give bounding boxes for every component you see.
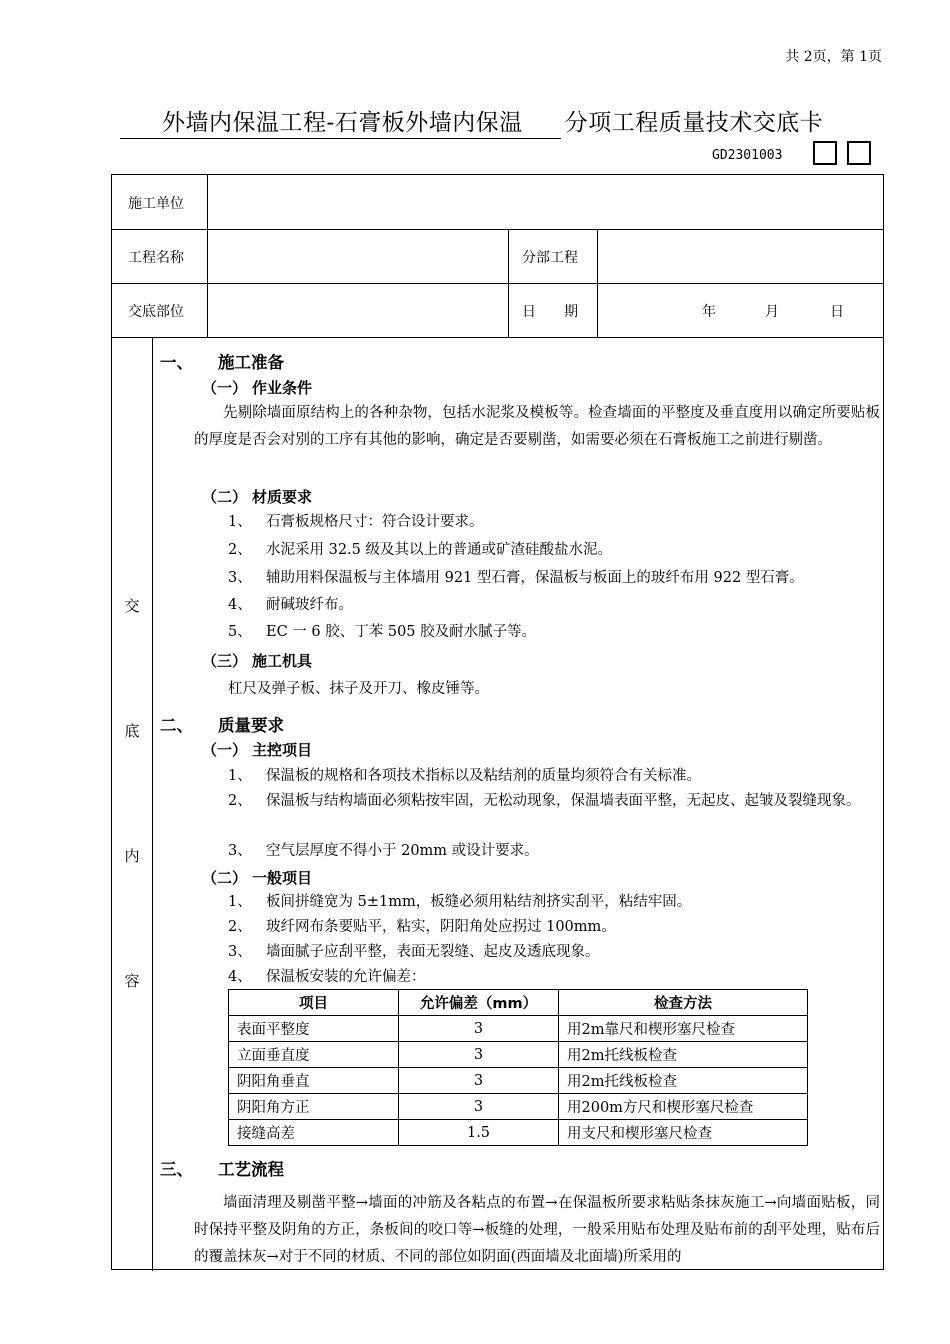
day-label: 日 <box>830 304 844 320</box>
section-heading: 一、 施工准备 <box>160 353 284 372</box>
page-indicator: 共 2页，第 1页 <box>785 49 882 65</box>
construction-unit-label: 施工单位 <box>128 196 184 212</box>
side-char: 容 <box>124 972 140 990</box>
work-conditions-text: 先剔除墙面原结构上的各种杂物，包括水泥浆及模板等。检查墙面的平整度及垂直度用以确定所要贴板的厚度是否会对别的工序有其他的影响，确定是否要剔凿，如需要必须在石膏板施工之前进行剔凿。 <box>194 405 880 448</box>
table-row <box>229 1068 808 1094</box>
location-label: 交底部位 <box>128 304 184 320</box>
column-divider <box>508 229 509 337</box>
row-divider <box>112 283 883 284</box>
month-label: 月 <box>765 304 779 320</box>
table-cell: 表面平整度 <box>229 1016 399 1042</box>
table-cell: 用2m托线板检查 <box>559 1042 808 1068</box>
document-title <box>120 104 880 139</box>
table-cell: 3 <box>399 1042 559 1068</box>
table-header-row <box>229 990 808 1016</box>
table-row <box>229 1042 808 1068</box>
column-divider <box>152 337 153 1271</box>
subsection-heading: （二） 材质要求 <box>202 488 313 506</box>
column-divider <box>207 175 208 337</box>
column-divider <box>597 229 598 337</box>
content-side-label <box>124 595 140 1095</box>
list-item: 4、 保温板安装的允许偏差： <box>228 969 426 985</box>
table-row <box>229 1094 808 1120</box>
side-char: 底 <box>124 722 140 740</box>
row-divider <box>112 229 883 230</box>
tools-text: 杠尺及弹子板、抹子及开刀、橡皮锤等。 <box>228 681 489 697</box>
list-item: 1、 石膏板规格尺寸：符合设计要求。 <box>228 514 484 530</box>
list-item: 3、 墙面腻子应刮平整，表面无裂缝、起皮及透底现象。 <box>228 944 600 960</box>
table-row <box>229 1016 808 1042</box>
table-cell: 3 <box>399 1016 559 1042</box>
checkbox-2[interactable] <box>847 141 871 165</box>
year-label: 年 <box>702 304 716 320</box>
table-cell: 用2m靠尺和楔形塞尺检查 <box>559 1016 808 1042</box>
table-cell: 3 <box>399 1094 559 1120</box>
column-header: 允许偏差（mm） <box>399 990 559 1016</box>
side-char: 交 <box>124 597 140 615</box>
subsection-heading: （一） 主控项目 <box>202 741 313 759</box>
column-header: 检查方法 <box>559 990 808 1016</box>
process-flow-text: 墙面清理及剔凿平整→墙面的冲筋及各粘点的布置→在保温板所要求粘贴条抹灰施工→向墙面贴板，同时保持平整及阴角的方正，条板间的咬口等→板缝的处理，一般采用贴布处理及贴布前的刮平处理，贴布后的覆盖抹灰→对于不同的材质、不同的部位如阴面(西面墙及北面墙)所采用的 <box>194 1195 880 1265</box>
column-header: 项目 <box>229 990 399 1016</box>
section-heading: 二、 质量要求 <box>160 716 284 735</box>
table-row <box>229 1120 808 1146</box>
sub-project-label: 分部工程 <box>522 250 578 266</box>
list-item: 4、 耐碱玻纤布。 <box>228 597 353 613</box>
date-label: 日 期 <box>522 304 578 320</box>
table-cell: 1.5 <box>399 1120 559 1146</box>
table-cell: 用2m托线板检查 <box>559 1068 808 1094</box>
list-item: 3、 空气层厚度不得小于 20mm 或设计要求。 <box>228 843 539 859</box>
project-name-label: 工程名称 <box>128 250 184 266</box>
list-item: 1、 保温板的规格和各项技术指标以及粘结剂的质量均须符合有关标准。 <box>228 768 701 784</box>
table-cell: 3 <box>399 1068 559 1094</box>
table-cell: 阴阳角方正 <box>229 1094 399 1120</box>
title-project-name: 外墙内保温工程-石膏板外墙内保温 <box>120 104 561 139</box>
table-cell: 立面垂直度 <box>229 1042 399 1068</box>
list-item: 3、 辅助用料保温板与主体墙用 921 型石膏，保温板与板面上的玻纤布用 922 型石膏。 <box>228 570 804 586</box>
form-code: GD2301003 <box>712 148 783 163</box>
list-item: 2、 玻纤网布条要贴平，粘实，阴阳角处应拐过 100mm。 <box>228 919 616 935</box>
list-item: 2、 保温板与结构墙面必须粘按牢固，无松动现象，保温墙表面平整，无起皮、起皱及裂缝现象。 <box>228 793 861 809</box>
table-cell: 接缝高差 <box>229 1120 399 1146</box>
subsection-heading: （二） 一般项目 <box>202 869 313 887</box>
subsection-heading: （三） 施工机具 <box>202 652 313 670</box>
table-cell: 用支尺和楔形塞尺检查 <box>559 1120 808 1146</box>
side-char: 内 <box>124 847 140 865</box>
subsection-heading: （一） 作业条件 <box>202 379 313 397</box>
title-card-name: 分项工程质量技术交底卡 <box>564 110 824 136</box>
table-cell: 阴阳角垂直 <box>229 1068 399 1094</box>
list-item: 5、 EC 一 6 胶、丁苯 505 胶及耐水腻子等。 <box>228 624 537 640</box>
list-item: 2、 水泥采用 32.5 级及其以上的普通或矿渣硅酸盐水泥。 <box>228 542 613 558</box>
row-divider <box>112 337 883 338</box>
section-heading: 三、 工艺流程 <box>160 1160 284 1179</box>
table-cell: 用200m方尺和楔形塞尺检查 <box>559 1094 808 1120</box>
list-item: 1、 板间拼缝宽为 5±1mm，板缝必须用粘结剂挤实刮平，粘结牢固。 <box>228 894 692 910</box>
checkbox-1[interactable] <box>813 141 837 165</box>
allowable-deviation-table <box>228 989 808 1146</box>
